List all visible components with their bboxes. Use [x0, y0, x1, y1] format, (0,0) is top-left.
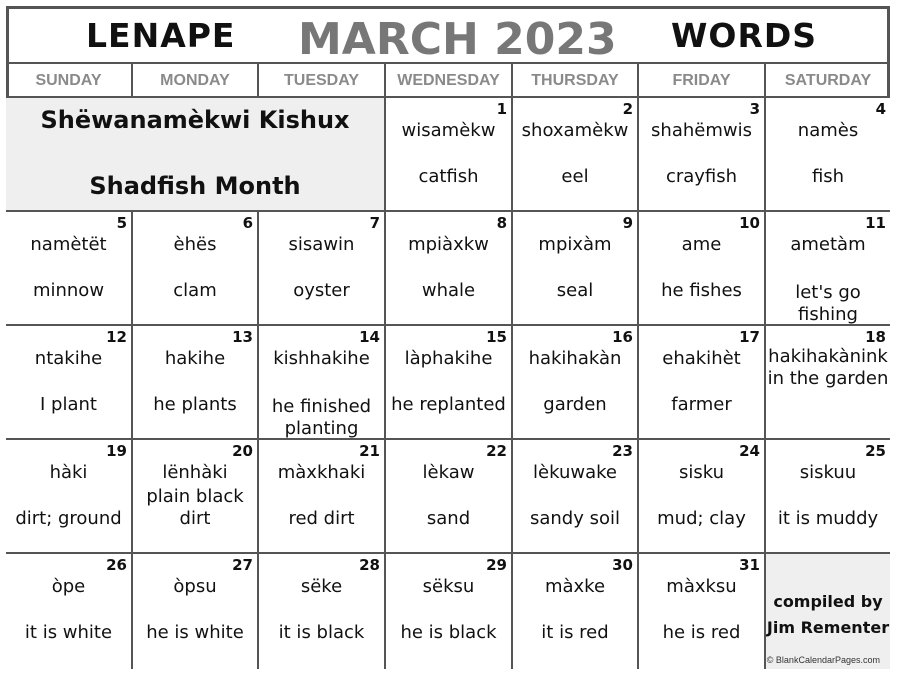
weekday-monday: MONDAY — [133, 64, 259, 96]
day-cell — [766, 440, 890, 554]
day-number: 24 — [739, 442, 760, 460]
lenape-word: wisamèkw — [401, 120, 496, 141]
english-translation: let's go fishing — [795, 282, 861, 325]
day-number: 13 — [232, 328, 253, 346]
day-cell — [386, 98, 513, 212]
day-number: 8 — [496, 214, 507, 232]
weekday-sunday: SUNDAY — [6, 64, 133, 96]
day-number: 11 — [865, 214, 886, 232]
month-name-lenape: Shëwanamèkwi Kishux — [40, 106, 350, 134]
day-cell — [513, 326, 639, 440]
lenape-word: òpsu — [173, 576, 217, 597]
day-cell — [133, 554, 259, 669]
english-translation: he is red — [662, 622, 741, 643]
day-cell — [259, 554, 386, 669]
lenape-word: namès — [797, 120, 859, 141]
english-translation: it is muddy — [777, 508, 879, 529]
source-credit: © BlankCalendarPages.com — [766, 655, 880, 665]
lenape-word: lèkaw — [422, 462, 475, 483]
lenape-word: kishhakihe — [273, 348, 370, 369]
english-translation: he finished planting — [271, 396, 372, 439]
day-number: 18 — [865, 328, 886, 346]
title-words: WORDS — [671, 16, 818, 55]
english-translation: it is white — [24, 622, 113, 643]
day-cell — [386, 554, 513, 669]
day-cell — [6, 440, 133, 554]
english-translation: sandy soil — [529, 508, 620, 529]
day-number: 4 — [875, 100, 886, 118]
day-cell — [766, 98, 890, 212]
english-translation: he plants — [153, 394, 237, 415]
day-number: 15 — [486, 328, 507, 346]
english-translation: whale — [421, 280, 476, 301]
english-translation: fish — [811, 166, 845, 187]
day-cell — [639, 212, 766, 326]
day-cell — [386, 212, 513, 326]
english-translation: oyster — [293, 280, 350, 301]
day-cell — [513, 440, 639, 554]
day-number: 27 — [232, 556, 253, 574]
day-cell — [513, 98, 639, 212]
lenape-word: sisku — [678, 462, 725, 483]
lenape-word: hàki — [49, 462, 88, 483]
day-cell — [766, 326, 890, 440]
english-translation: in the garden — [767, 368, 889, 389]
day-cell — [133, 212, 259, 326]
credit-cell — [766, 554, 890, 669]
lenape-word: sisawin — [288, 234, 355, 255]
lenape-word: màxksu — [666, 576, 737, 597]
day-number: 6 — [242, 214, 253, 232]
lenape-word: màxkhaki — [277, 462, 366, 483]
day-cell — [639, 440, 766, 554]
day-number: 9 — [622, 214, 633, 232]
lenape-word: ametàm — [790, 234, 866, 255]
day-cell — [766, 212, 890, 326]
english-translation: plain black dirt — [146, 486, 244, 529]
english-translation: it is red — [541, 622, 609, 643]
day-cell — [6, 554, 133, 669]
lenape-word: èhës — [173, 234, 217, 255]
english-translation: mud; clay — [657, 508, 746, 529]
day-number: 1 — [496, 100, 507, 118]
weekday-tuesday: TUESDAY — [259, 64, 386, 96]
english-translation: he fishes — [661, 280, 742, 301]
lenape-word: hakihe — [164, 348, 226, 369]
day-cell — [639, 98, 766, 212]
lenape-word: shahëmwis — [651, 120, 752, 141]
calendar-title-row — [6, 6, 890, 64]
english-translation: clam — [173, 280, 217, 301]
day-cell — [513, 212, 639, 326]
day-number: 29 — [486, 556, 507, 574]
english-translation: red dirt — [288, 508, 355, 529]
lenape-word: màxke — [544, 576, 606, 597]
day-number: 2 — [622, 100, 633, 118]
english-translation: he is white — [146, 622, 244, 643]
month-name-block — [6, 98, 386, 212]
lenape-word: ame — [681, 234, 722, 255]
day-cell — [386, 440, 513, 554]
day-number: 14 — [359, 328, 380, 346]
lenape-word: sëksu — [422, 576, 475, 597]
day-cell — [259, 326, 386, 440]
weekday-thursday: THURSDAY — [513, 64, 639, 96]
day-number: 12 — [106, 328, 127, 346]
lenape-word: ntakihe — [34, 348, 103, 369]
english-translation: farmer — [671, 394, 732, 415]
day-cell — [133, 440, 259, 554]
english-translation: eel — [561, 166, 589, 187]
day-number: 17 — [739, 328, 760, 346]
day-number: 7 — [369, 214, 380, 232]
title-lenape: LENAPE — [86, 16, 236, 55]
english-translation: it is black — [278, 622, 365, 643]
day-number: 19 — [106, 442, 127, 460]
lenape-word: shoxamèkw — [521, 120, 629, 141]
english-translation: he is black — [400, 622, 497, 643]
day-number: 25 — [865, 442, 886, 460]
day-cell — [513, 554, 639, 669]
day-cell — [133, 326, 259, 440]
lenape-word: mpiàxkw — [408, 234, 489, 255]
day-number: 23 — [612, 442, 633, 460]
lenape-word: namètët — [30, 234, 107, 255]
weekday-friday: FRIDAY — [639, 64, 766, 96]
day-cell — [259, 440, 386, 554]
day-number: 10 — [739, 214, 760, 232]
english-translation: garden — [543, 394, 607, 415]
day-cell — [6, 326, 133, 440]
month-name-english: Shadfish Month — [89, 172, 301, 200]
english-translation: dirt; ground — [15, 508, 122, 529]
english-translation: he replanted — [391, 394, 506, 415]
lenape-word: lèkuwake — [533, 462, 617, 483]
day-cell — [386, 326, 513, 440]
day-number: 30 — [612, 556, 633, 574]
credit-line-1: compiled by — [773, 592, 883, 611]
credit-line-2: Jim Rementer — [766, 618, 890, 637]
lenape-word: sëke — [300, 576, 343, 597]
day-cell — [259, 212, 386, 326]
day-number: 28 — [359, 556, 380, 574]
day-number: 5 — [116, 214, 127, 232]
day-number: 26 — [106, 556, 127, 574]
lenape-word: ehakihèt — [662, 348, 741, 369]
weekday-saturday: SATURDAY — [784, 72, 872, 89]
day-cell — [639, 326, 766, 440]
english-translation: crayfish — [665, 166, 738, 187]
lenape-word: lënhàki — [162, 462, 228, 483]
day-number: 20 — [232, 442, 253, 460]
english-translation: seal — [556, 280, 594, 301]
day-cell — [639, 554, 766, 669]
calendar-grid — [6, 98, 890, 669]
english-translation: sand — [426, 508, 471, 529]
lenape-word: siskuu — [799, 462, 857, 483]
day-number: 3 — [749, 100, 760, 118]
english-translation: I plant — [40, 394, 97, 415]
lenape-word: làphakihe — [404, 348, 493, 369]
day-number: 22 — [486, 442, 507, 460]
day-cell — [6, 212, 133, 326]
english-translation: catfish — [418, 166, 479, 187]
title-month-year: MARCH 2023 — [298, 14, 617, 65]
english-translation: minnow — [32, 280, 105, 301]
weekday-wednesday: WEDNESDAY — [386, 64, 513, 96]
lenape-word: òpe — [51, 576, 86, 597]
day-number: 16 — [612, 328, 633, 346]
day-number: 21 — [359, 442, 380, 460]
lenape-word: mpixàm — [538, 234, 612, 255]
lenape-word: hakihakànink — [768, 346, 888, 367]
weekday-header-row — [6, 62, 890, 98]
lenape-word: hakihakàn — [528, 348, 622, 369]
day-number: 31 — [739, 556, 760, 574]
